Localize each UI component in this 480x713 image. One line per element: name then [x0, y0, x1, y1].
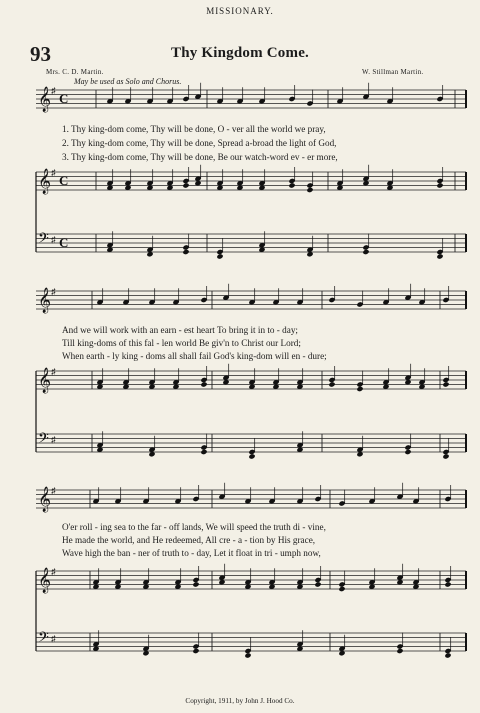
sharp-icon: ♯ [51, 234, 56, 245]
treble-clef-icon: 𝄞 [38, 487, 52, 513]
sharp-icon: ♯ [51, 633, 56, 644]
lyric-line-s2-v1: And we will work with an earn - est heart To bring it in to - day; [62, 325, 298, 335]
lyric-line-s2-v2: Till king-doms of this fal - len world Be giv'n to Christ our Lord; [62, 338, 301, 348]
common-time-icon: C [59, 235, 69, 251]
hymn-number: 93 [30, 42, 51, 66]
lyric-line-s3-v3: Wave high the ban - ner of truth to - day, Let it float in tri - umph now, [62, 548, 321, 558]
sharp-icon: ♯ [51, 85, 56, 96]
performance-direction: May be used as Solo and Chorus. [74, 77, 182, 86]
treble-clef-icon: 𝄞 [38, 288, 52, 314]
sharp-icon: ♯ [51, 566, 56, 577]
words-credit: Mrs. C. D. Martin. [46, 68, 104, 76]
treble-clef-icon: 𝄞 [38, 568, 52, 594]
common-time-icon: C [59, 91, 69, 107]
music-credit: W. Stillman Martin. [362, 68, 424, 76]
lyric-line-s2-v3: When earth - ly king - doms all shall fail God's king-dom will en - dure; [62, 351, 327, 361]
copyright-notice: Copyright, 1911, by John J. Hood Co. [185, 697, 295, 705]
sharp-icon: ♯ [51, 366, 56, 377]
sharp-icon: ♯ [51, 485, 56, 496]
lyric-line-s3-v2: He made the world, and He redeemed, All cre - a - tion by His grace, [62, 535, 316, 545]
sharp-icon: ♯ [51, 434, 56, 445]
running-head: MISSIONARY. [206, 6, 274, 16]
lyric-line-s3-v1: O'er roll - ing sea to the far - off lands, We will speed the truth di - vine, [62, 522, 326, 532]
sharp-icon: ♯ [51, 167, 56, 178]
lyric-line-s1-v1: 1. Thy king-dom come, Thy will be done, O - ver all the world we pray, [62, 124, 326, 134]
bass-clef-icon: 𝄢 [38, 430, 49, 451]
lyric-line-s1-v3: 3. Thy king-dom come, Thy will be done, Be our watch-word ev - er more, [62, 152, 338, 162]
sharp-icon: ♯ [51, 286, 56, 297]
bass-clef-icon: 𝄢 [38, 629, 49, 650]
treble-clef-icon: 𝄞 [38, 169, 52, 195]
staff-lines [36, 86, 466, 651]
hymn-title: Thy Kingdom Come. [171, 45, 309, 61]
lyric-line-s1-v2: 2. Thy king-dom come, Thy will be done, Spread a-broad the light of God, [62, 138, 337, 148]
bass-clef-icon: 𝄢 [38, 230, 49, 251]
treble-clef-icon: 𝄞 [38, 87, 52, 113]
common-time-icon: C [59, 173, 69, 189]
treble-clef-icon: 𝄞 [38, 368, 52, 394]
